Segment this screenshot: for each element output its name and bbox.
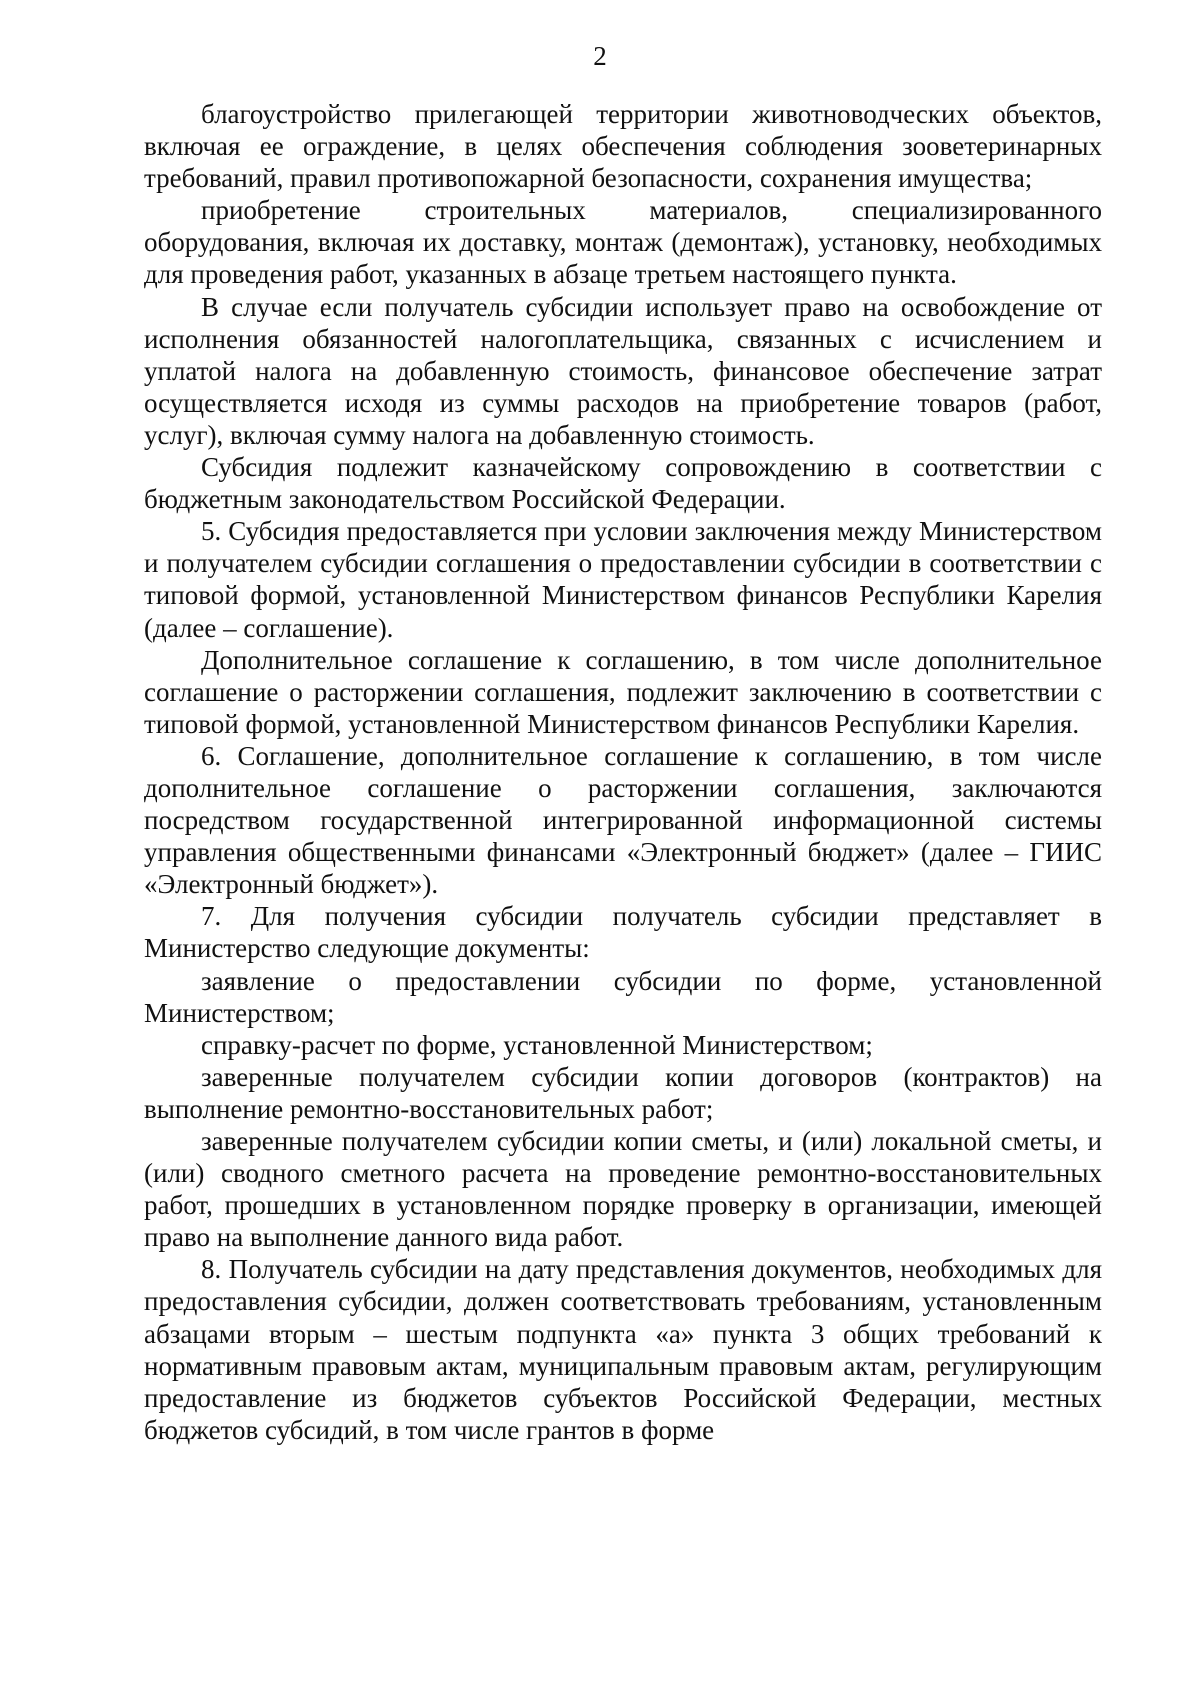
document-body	[144, 98, 1102, 1446]
list-item-estimates: заверенные получателем субсидии копии сметы, и (или) локальной сметы, и (или) сводного сметного расчета на проведение ремонтно-восстановительных работ, прошедших в установленном порядке проверку в организации, имеющей право на выполнение данного вида работ.	[144, 1126, 1102, 1253]
paragraph-item-7: 7. Для получения субсидии получатель субсидии представляет в Министерство следующие документы:	[144, 901, 1102, 964]
paragraph-item-6: 6. Соглашение, дополнительное соглашение к соглашению, в том числе дополнительное соглашение о расторжении соглашения, заключаются посредством государственной интегрированной информационной системы управления общественными финансами «Электронный бюджет» (далее – ГИИС «Электронный бюджет»).	[144, 740, 1102, 900]
paragraph-additional-agreement: Дополнительное соглашение к соглашению, в том числе дополнительное соглашение о расторжении соглашения, подлежит заключению в соответствии с типовой формой, установленной Министерством финансов Республики Карелия.	[144, 644, 1102, 739]
paragraph-item-8: 8. Получатель субсидии на дату представления документов, необходимых для предоставления субсидии, должен соответствовать требованиям, установленным абзацами вторым – шестым подпункта «а» пункта 3 общих требований к нормативным правовым актам, муниципальным правовым актам, регулирующим предоставление из бюджетов субъектов Российской Федерации, местных бюджетов субсидий, в том числе грантов в форме	[144, 1254, 1102, 1445]
paragraph-materials-purchase: приобретение строительных материалов, специализированного оборудования, включая их доставку, монтаж (демонтаж), установку, необходимых для проведения работ, указанных в абзаце третьем настоящего пункта.	[144, 195, 1102, 290]
page-number: 2	[593, 41, 607, 71]
list-item-contracts: заверенные получателем субсидии копии договоров (контрактов) на выполнение ремонтно-восстановительных работ;	[144, 1061, 1102, 1124]
paragraph-territory-improvement: благоустройство прилегающей территории животноводческих объектов, включая ее ограждение, в целях обеспечения соблюдения зооветеринарных требований, правил противопожарной безопасности, сохранения имущества;	[144, 99, 1102, 194]
list-item-calculation: справку-расчет по форме, установленной Министерством;	[201, 1029, 873, 1060]
paragraph-treasury-support: Субсидия подлежит казначейскому сопровождению в соответствии с бюджетным законодательством Российской Федерации.	[144, 452, 1102, 515]
list-item-application: заявление о предоставлении субсидии по форме, установленной Министерством;	[144, 965, 1102, 1028]
paragraph-item-5: 5. Субсидия предоставляется при условии заключения между Министерством и получателем субсидии соглашения о предоставлении субсидии в соответствии с типовой формой, установленной Министерством финансов Республики Карелия (далее – соглашение).	[144, 516, 1102, 643]
paragraph-vat-exemption: В случае если получатель субсидии использует право на освобождение от исполнения обязанностей налогоплательщика, связанных с исчислением и уплатой налога на добавленную стоимость, финансовое обеспечение затрат осуществляется исходя из суммы расходов на приобретение товаров (работ, услуг), включая сумму налога на добавленную стоимость.	[144, 291, 1102, 450]
